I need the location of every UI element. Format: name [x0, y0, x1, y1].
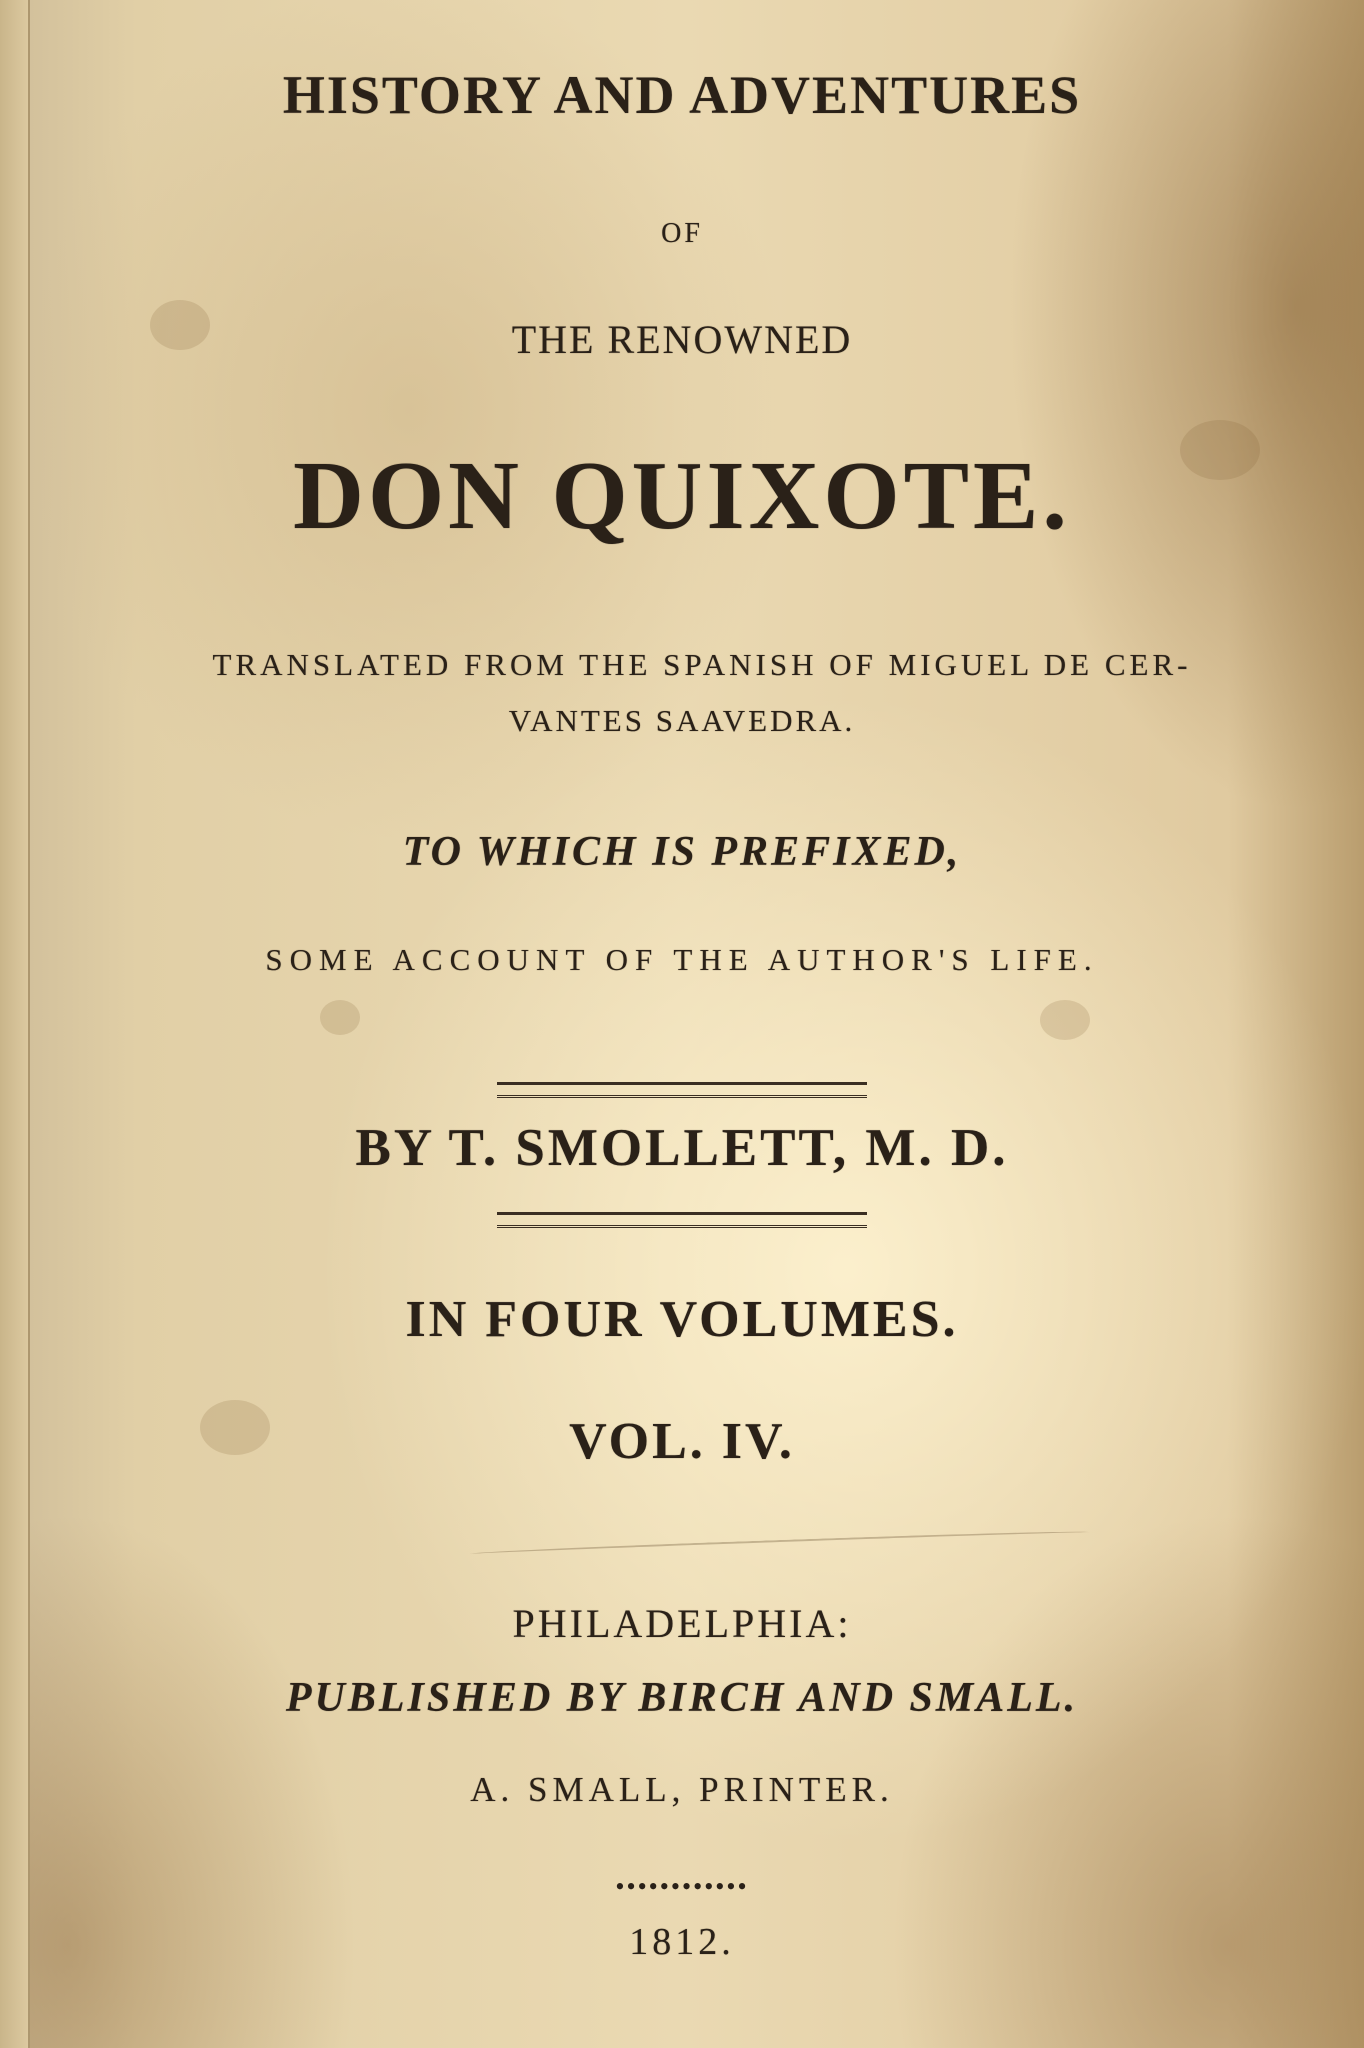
main-title: DON QUIXOTE.: [293, 442, 1071, 550]
translated-line-2: VANTES SAAVEDRA.: [508, 703, 856, 738]
publisher-line: PUBLISHED BY BIRCH AND SMALL.: [285, 1675, 1079, 1721]
ornament-dots: ••••••••••••: [615, 1872, 749, 1901]
divider-rule-bottom: [497, 1212, 867, 1228]
foxing-spot: [1040, 1000, 1090, 1040]
paper-crease: [470, 1529, 1090, 1557]
printer-line: A. SMALL, PRINTER.: [470, 1770, 894, 1809]
foxing-spot: [320, 1000, 360, 1035]
author-life-line: SOME ACCOUNT OF THE AUTHOR'S LIFE.: [265, 942, 1099, 977]
author-line: BY T. SMOLLETT, M. D.: [355, 1119, 1009, 1177]
volume-number: VOL. IV.: [569, 1413, 795, 1470]
prefixed-line: TO WHICH IS PREFIXED,: [402, 829, 962, 875]
translated-line-1: TRANSLATED FROM THE SPANISH OF MIGUEL DE CER-: [212, 647, 1192, 682]
volumes-line: IN FOUR VOLUMES.: [405, 1291, 959, 1348]
title-line-history: HISTORY AND ADVENTURES: [282, 65, 1082, 125]
city-line: PHILADELPHIA:: [512, 1601, 852, 1646]
divider-rule-top: [497, 1082, 867, 1098]
title-line-renowned: THE RENOWNED: [511, 317, 853, 362]
title-line-of: OF: [661, 218, 703, 249]
page-left-edge: [0, 0, 30, 2048]
year-line: 1812.: [629, 1921, 735, 1963]
